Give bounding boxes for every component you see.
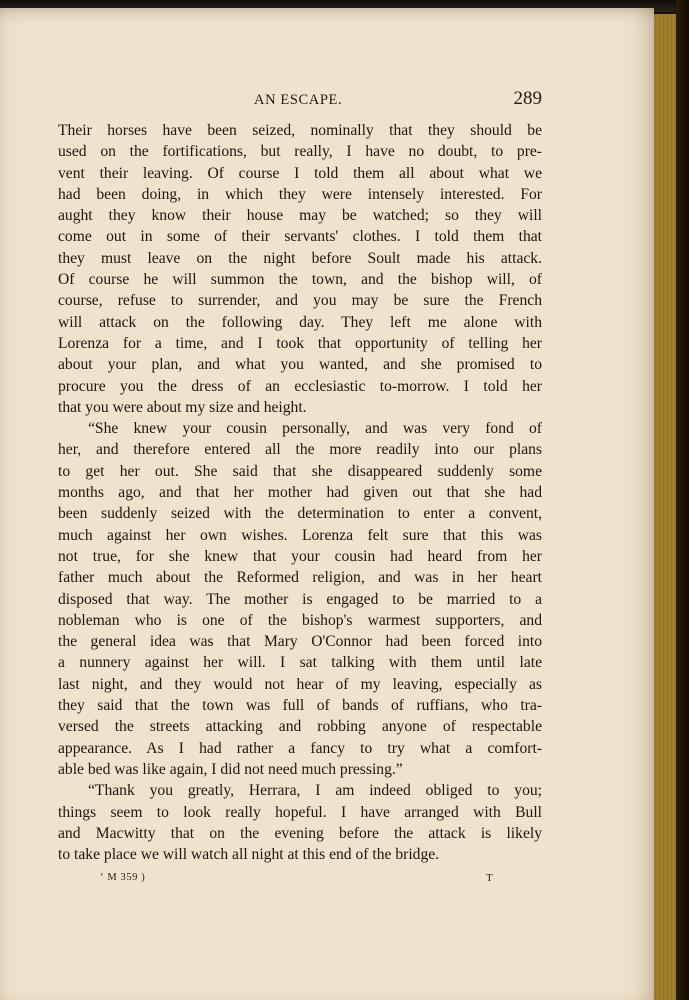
text-line: to get her out. She said that she disappeared suddenly some [58,462,542,480]
paragraph [58,120,542,418]
text-line: months ago, and that her mother had given out that she had [58,484,542,502]
text-line: able bed was like again, I did not need much pressing.” [58,760,403,778]
text-line: her, and therefore entered all the more readily into our plans [58,441,542,459]
text-line: about your plan, and what you wanted, and she promised to [58,356,542,374]
text-line: not true, for she knew that your cousin had heard from her [58,547,542,565]
text-line: used on the fortifications, but really, I have no doubt, to pre- [58,143,542,161]
running-head: AN ESCAPE. [254,92,343,108]
text-line: course, refuse to surrender, and you may be sure the French [58,292,542,310]
text-line: “Thank you greatly, Herrara, I am indeed obliged to you; [88,782,542,800]
paragraph [58,418,542,780]
book-spine-shadow [676,0,689,1000]
text-line: aught they know their house may be watched; so they will [58,207,542,225]
text-line: the general idea was that Mary O'Connor had been forced into [58,633,542,651]
text-line: will attack on the following day. They left me alone with [58,313,542,331]
page-footer [58,872,542,890]
text-line: Lorenza for a time, and I took that opportunity of telling her [58,334,542,352]
text-line: nobleman who is one of the bishop's warmest supporters, and [58,611,542,629]
text-line: Of course he will summon the town, and the bishop will, of [58,271,542,289]
body-text [58,120,542,865]
text-line: things seem to look really hopeful. I have arranged with Bull [58,803,542,821]
text-line: had been doing, in which they were intensely interested. For [58,185,542,203]
gilt-page-edges [654,14,676,1000]
text-line: “She knew your cousin personally, and was very fond of [88,420,542,438]
text-line: come out in some of their servants' clothes. I told them that [58,228,542,246]
text-line: last night, and they would not hear of my leaving, especially as [58,675,542,693]
gathering-letter: T [486,872,493,884]
text-line: appearance. As I had rather a fancy to try what a comfort- [58,739,542,757]
text-line: father much about the Reformed religion, and was in her heart [58,569,542,587]
text-line: procure you the dress of an ecclesiastic to-morrow. I told her [58,377,542,395]
text-line: a nunnery against her will. I sat talking with them until late [58,654,542,672]
text-line: Their horses have been seized, nominally that they should be [58,122,542,139]
text-line: versed the streets attacking and robbing anyone of respectable [58,718,542,736]
paragraph [58,780,542,865]
signature-mark: ‘ M 359 ) [100,872,146,883]
text-line: that you were about my size and height. [58,398,307,416]
text-line: they must leave on the night before Soult made his attack. [58,249,542,267]
text-line: to take place we will watch all night at this end of the bridge. [58,846,440,864]
page-number: 289 [513,88,542,109]
text-line: and Macwitty that on the evening before the attack is likely [58,824,542,842]
text-line: much against her own wishes. Lorenza felt sure that this was [58,526,542,544]
text-line: they said that the town was full of bands of ruffians, who tra- [58,697,542,715]
text-line: vent their leaving. Of course I told them all about what we [58,164,542,182]
page-header [58,88,542,112]
text-line: been suddenly seized with the determination to enter a convent, [58,505,542,523]
text-line: disposed that way. The mother is engaged to be married to a [58,590,542,608]
